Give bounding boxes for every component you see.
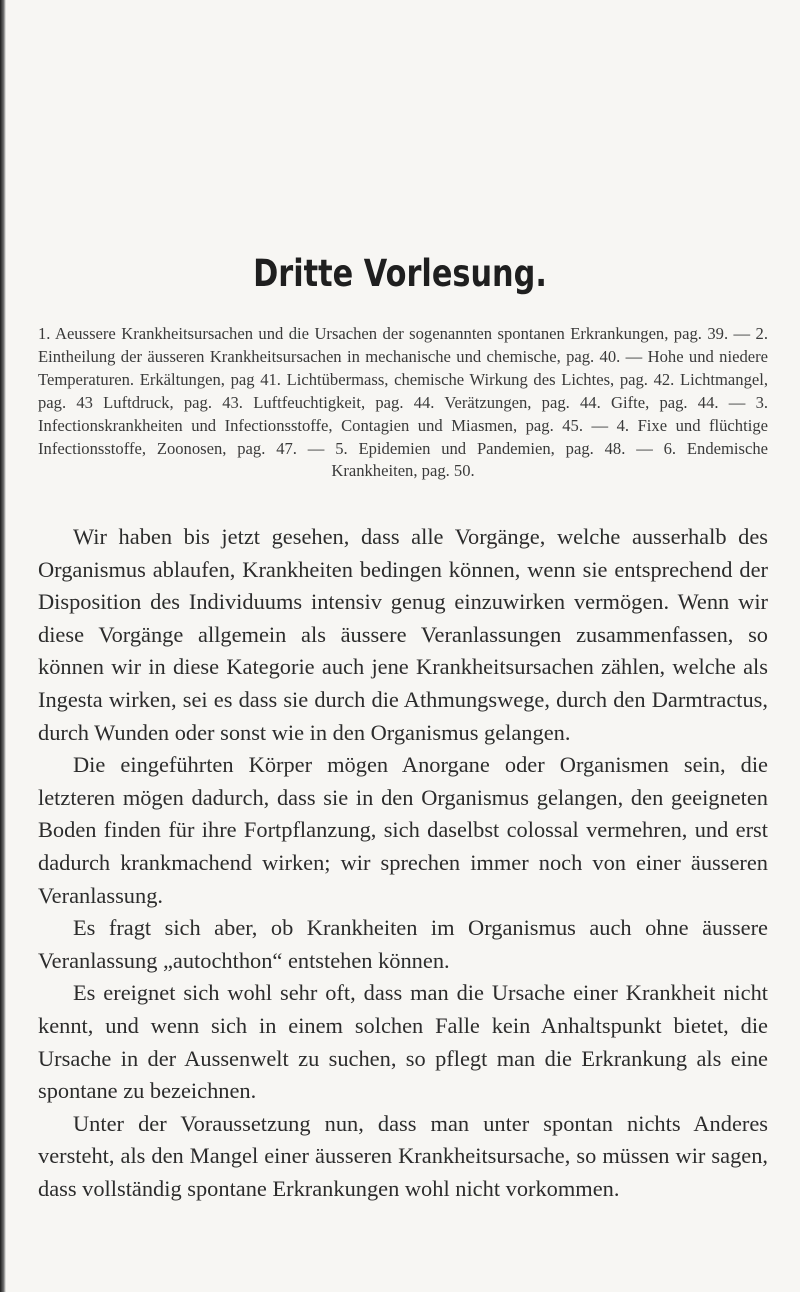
summary-item: — 2. Eintheilung der äusseren Krankheitsursachen in mechanische und chemische, pag. 40. bbox=[38, 324, 769, 366]
summary-item: — 6. Endemische Krankheiten, pag. 50. bbox=[331, 438, 768, 481]
chapter-summary bbox=[38, 323, 768, 483]
summary-item: Lichtübermass, chemische Wirkung des Lichtes, pag. 42. bbox=[286, 369, 675, 389]
paragraph: Es fragt sich aber, ob Krankheiten im Organismus auch ohne äussere Veranlassung „autochthon“ entstehen können. bbox=[38, 915, 768, 973]
summary-item: 1. Aeussere Krankheitsursachen und die Ursachen der sogenannten spontanen Erkrankungen, pag. 39. bbox=[38, 324, 729, 343]
body-text bbox=[38, 521, 768, 1205]
summary-item: — 3. Infectionskrankheiten und Infectionsstoffe, Contagien und Miasmen, pag. 45. bbox=[38, 392, 769, 435]
paragraph: Es ereignet sich wohl sehr oft, dass man die Ursache einer Krankheit nicht kennt, und wenn sich in einem solchen Falle kein Anhaltspunkt bietet, die Ursache in der Aussenwelt zu suchen, so pflegt man die Erkrankung als eine spontane zu bezeichnen. bbox=[38, 980, 768, 1104]
paragraph: Unter der Voraussetzung nun, dass man unter spontan nichts Anderes versteht, als den Mangel einer äusseren Krankheitsursache, so müssen wir sagen, dass vollständig spontane Erkrankungen wohl nicht vorkommen. bbox=[38, 1110, 768, 1201]
paragraph: Wir haben bis jetzt gesehen, dass alle Vorgänge, welche ausserhalb des Organismus ablaufen, Krankheiten bedingen können, wenn sie entsprechend der Disposition des Individuums intensiv genug einzuwirken vermögen. Wenn wir diese Vorgänge allgemein als äussere Veranlassungen zusammenfassen, so können wir in diese Kategorie auch jene Krankheitsursachen zählen, welche als Ingesta wirken, sei es dass sie durch die Athmungswege, durch den Darmtractus, durch Wunden oder sonst wie in den Organismus gelangen. bbox=[38, 524, 768, 745]
summary-item: Gifte, pag. 44. bbox=[610, 392, 719, 412]
paragraph: Die eingeführten Körper mögen Anorgane oder Organismen sein, die letzteren mögen dadurch, dass sie in den Organismus gelangen, den geeigneten Boden finden für ihre Fortpflanzung, sich daselbst colossal vermehren, und erst dadurch krankmachend wirken; wir sprechen immer noch von einer äusseren Veranlassung. bbox=[38, 752, 768, 908]
summary-item: Luftfeuchtigkeit, pag. 44. bbox=[253, 392, 435, 412]
summary-item: Verätzungen, pag. 44. bbox=[444, 392, 601, 412]
summary-item: — 5. Epidemien und Pandemien, pag. 48. bbox=[307, 438, 626, 458]
binding-edge bbox=[0, 0, 6, 1292]
chapter-heading: Dritte Vorlesung. bbox=[253, 252, 547, 295]
summary-item: — Hohe und niedere Temperaturen. Erkältungen, pag 41. bbox=[38, 346, 769, 389]
summary-item: Lichtmangel, pag. 43 bbox=[38, 369, 768, 412]
summary-item: Luftdruck, pag. 43. bbox=[103, 392, 243, 412]
summary-item: — 4. Fixe und flüchtige Infectionsstoffe, Zoonosen, pag. 47. bbox=[38, 415, 768, 458]
